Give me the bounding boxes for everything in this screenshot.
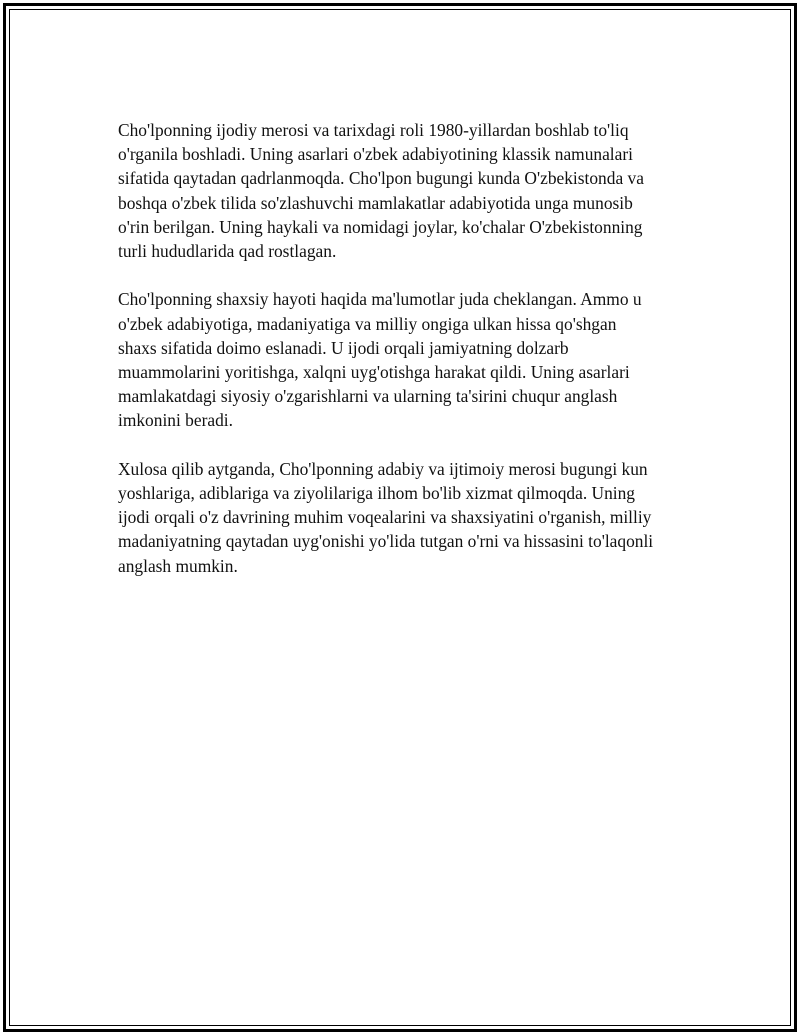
- paragraph-legacy: Cho'lponning ijodiy merosi va tarixdagi roli 1980-yillardan boshlab to'liq o'rganila boshladi. Uning asarlari o'zbek adabiyotining klassik namunalari sifatida qaytadan qadrlanmoqda. Cho'lpon bugungi kunda O'zbekistonda va boshqa o'zbek tilida so'zlashuvchi mamlakatlar adabiyotida unga munosib o'rin berilgan. Uning haykali va nomidagi joylar, ko'chalar O'zbekistonning turli hududlarida qad rostlagan.: [118, 120, 644, 262]
- paragraph-personal-life: Cho'lponning shaxsiy hayoti haqida ma'lumotlar juda cheklangan. Ammo u o'zbek adabiyotiga, madaniyatiga va milliy ongiga ulkan hissa qo'shgan shaxs sifatida doimo eslanadi. U ijodi orqali jamiyatning dolzarb muammolarini yoritishga, xalqni uyg'otishga harakat qildi. Uning asarlari mamlakatdagi siyosiy o'zgarishlarni va ularning ta'sirini chuqur anglash imkonini beradi.: [118, 289, 642, 431]
- paragraph-conclusion: Xulosa qilib aytganda, Cho'lponning adabiy va ijtimoiy merosi bugungi kun yoshlariga, adiblariga va ziyolilariga ilhom bo'lib xizmat qilmoqda. Uning ijodi orqali o'z davrining muhim voqealarini va shaxsiyatini o'rganish, milliy madaniyatning qaytadan uyg'onishi yo'lida tutgan o'rni va hissasini to'laqonli anglash mumkin.: [118, 458, 654, 576]
- document-body: [118, 118, 698, 602]
